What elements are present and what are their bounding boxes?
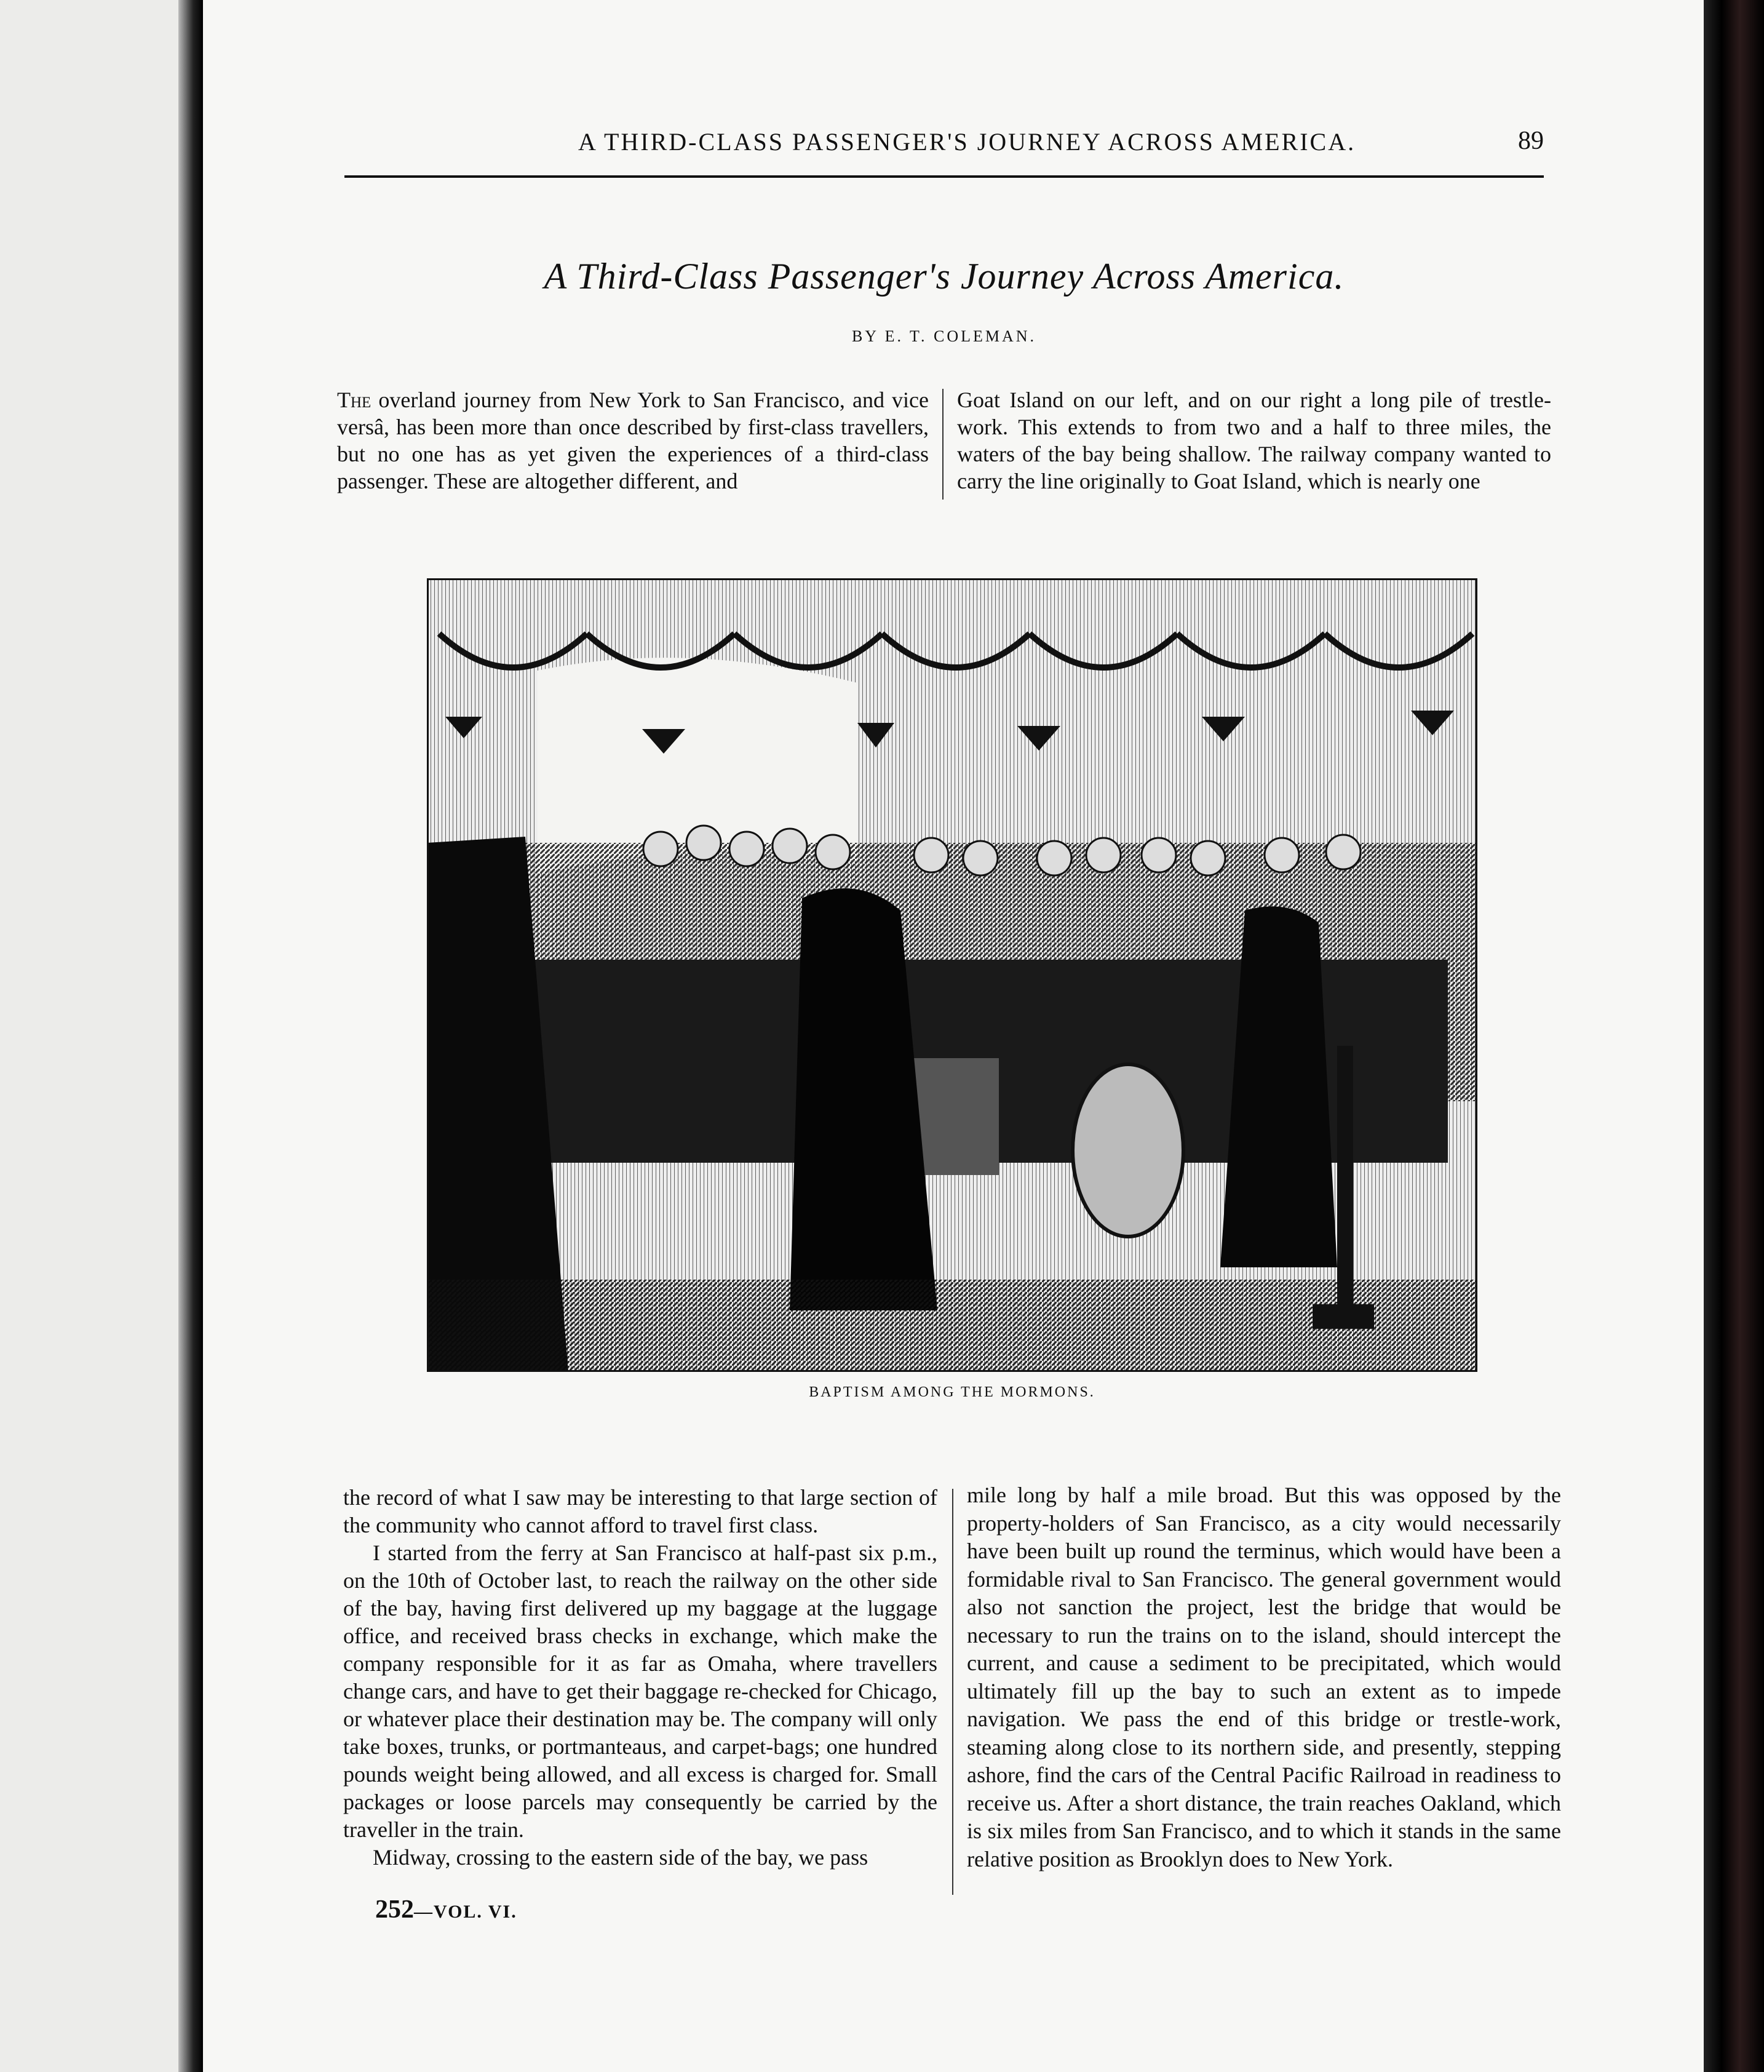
signature-number: 252 [375, 1895, 414, 1924]
upper-left-column [337, 386, 929, 495]
paragraph: the record of what I saw may be interesting to that large section of the community who cannot afford to travel first class. [343, 1485, 937, 1537]
book-gutter [178, 0, 203, 2072]
paragraph: I started from the ferry at San Francisco at half-past six p.m., on the 10th of October last, to reach the railway on the other side of the bay, having first delivered up my baggage at the luggage office, and received brass checks in exchange, which make the company responsible for it as far as Omaha, where travellers change cars, and have to get their baggage re-checked for Chicago, or whatever place their destination may be. The company will only take boxes, trunks, or portmanteaus, and carpet-bags; one hundred pounds weight being allowed, and all excess is charged for. Small packages or loose parcels may consequently be carried by the traveller in the train. [343, 1540, 937, 1842]
signature-volume: —VOL. VI. [414, 1902, 517, 1922]
signature-mark [375, 1895, 517, 1924]
lower-right-column [967, 1481, 1561, 1873]
lower-right-text: mile long by half a mile broad. But this was opposed by the property-holders of San Francisco, as a city would necessarily have been built up round the terminus, which would have been a formidable rival to San Francisco. The general government would also not sanction the project, lest the bridge that would be necessary to run the trains on to the island, should intercept the current, and cause a sediment to be precipitated, which would ultimately fill up the bay to such an extent as to impede navigation. We pass the end of this bridge or trestle-work, steaming along close to its northern side, and presently, stepping ashore, find the cars of the Central Pacific Railroad in readiness to receive us. After a short distance, the train reaches Oakland, which is six miles from San Francisco, and to which it stands in the same relative position as Brooklyn does to New York. [967, 1483, 1561, 1871]
engraving-baptism [427, 578, 1477, 1372]
illustration-caption: BAPTISM AMONG THE MORMONS. [809, 1384, 1095, 1400]
byline: BY E. T. COLEMAN. [851, 327, 1037, 345]
upper-column-rule [942, 389, 944, 500]
drop-lead: The [337, 388, 371, 412]
upper-left-text: overland journey from New York to San Francisco, and vice versâ, has been more than once described by first-class travellers, but no one has as yet given the experiences of a third-class passenger. These are altogether different, and [337, 388, 929, 493]
lower-column-rule [952, 1489, 953, 1895]
running-head [344, 120, 1544, 178]
lower-left-column [343, 1484, 937, 1871]
upper-right-text: Goat Island on our left, and on our right a long pile of trestle-work. This extends to from two and a half to three miles, the waters of the bay being shallow. The railway company wanted to carry the line originally to Goat Island, which is nearly one [957, 388, 1551, 493]
upper-right-column [957, 386, 1551, 495]
article-title: A Third-Class Passenger's Journey Across America. [544, 256, 1345, 297]
page-number: 89 [1518, 127, 1544, 155]
paragraph: Midway, crossing to the eastern side of the bay, we pass [373, 1845, 868, 1870]
book-edge [1704, 0, 1764, 2072]
running-title: A THIRD-CLASS PASSENGER'S JOURNEY ACROSS AMERICA. [578, 128, 1356, 156]
facing-page [0, 0, 185, 2072]
